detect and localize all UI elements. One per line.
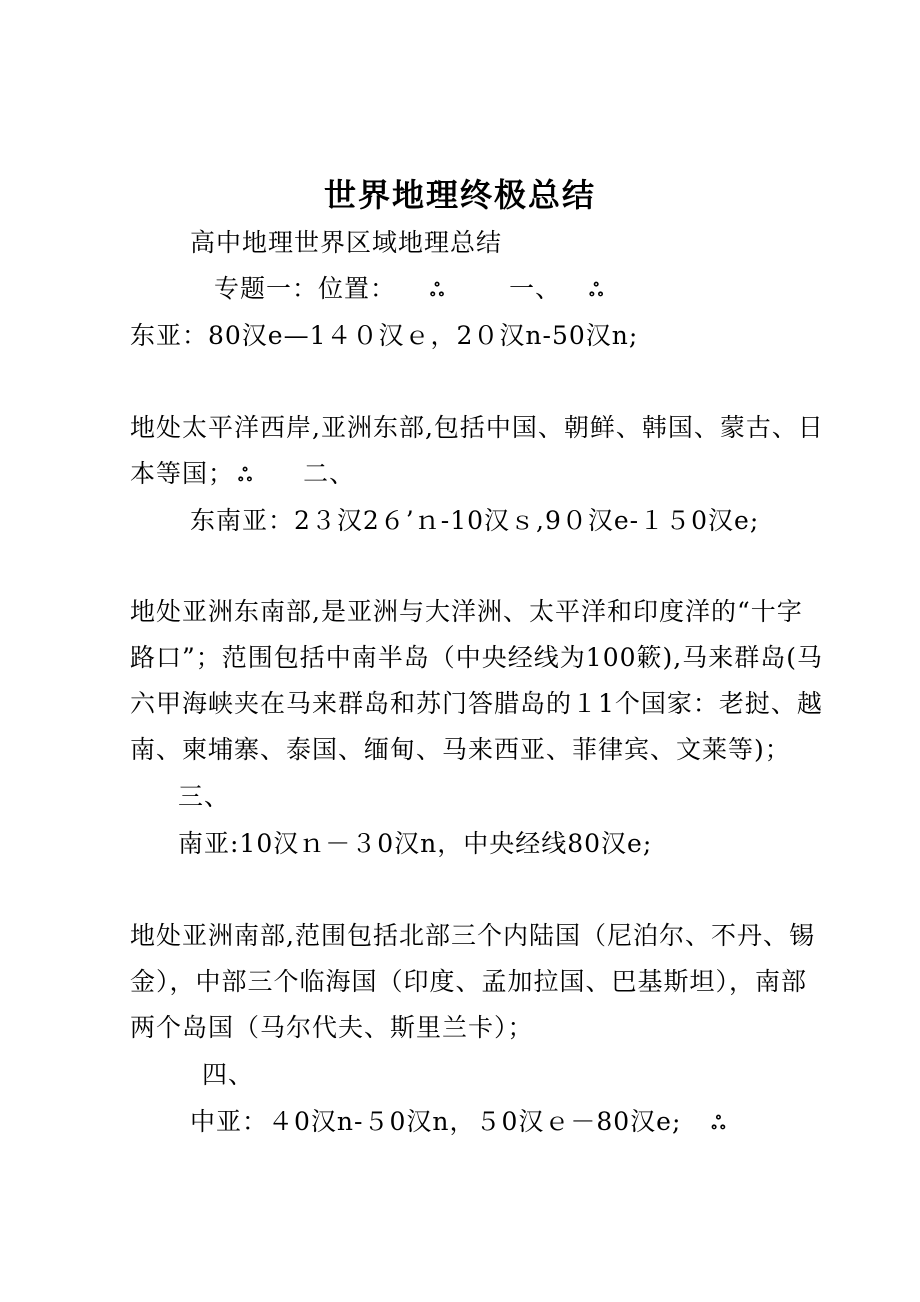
southeast-asia-desc-line: 地处亚洲东南部,是亚洲与大洋洲、太平洋和印度洋的“十字 — [130, 597, 803, 626]
south-asia-desc-line: 金），中部三个临海国（印度、孟加拉国、巴基斯坦），南部 — [130, 967, 808, 996]
east-asia-desc-line: 地处太平洋西岸,亚洲东部,包括中国、朝鲜、韩国、蒙古、日 — [130, 413, 824, 442]
bullet-mark-icon: ஃ — [711, 1112, 727, 1134]
central-asia-coords: 中亚：４0汉n-５0汉n，５0汉ｅ－80汉e; — [190, 1107, 682, 1136]
east-asia-desc-text: 本等国； — [130, 459, 235, 488]
central-asia-coords-line — [190, 1107, 727, 1139]
southeast-asia-desc-line: 路口”；范围包括中南半岛（中央经线为100簌),马来群岛(马 — [130, 643, 823, 672]
document-subtitle: 高中地理世界区域地理总结 — [190, 228, 503, 257]
section-label: 二、 — [303, 459, 356, 488]
section-label: 一、 — [509, 274, 562, 303]
bullet-mark-icon: ஃ — [430, 279, 446, 301]
southeast-asia-coords: 东南亚：2３汉2６’ｎ-10汉ｓ,9０汉e-１５0汉e; — [190, 506, 760, 535]
topic-line-text: 专题一：位置： — [214, 274, 397, 303]
south-asia-desc-line: 地处亚洲南部,范围包括北部三个内陆国（尼泊尔、不丹、锡 — [130, 921, 815, 950]
southeast-asia-desc-line: 南、柬埔寨、泰国、缅甸、马来西亚、菲律宾、文莱等)； — [130, 735, 791, 764]
section-label: 四、 — [202, 1060, 255, 1089]
bullet-mark-icon: ஃ — [589, 279, 605, 301]
east-asia-desc-line — [130, 459, 355, 491]
topic-line — [214, 274, 604, 306]
east-asia-coords: 东亚：80汉e—1４０汉ｅ，2０汉n-50汉n; — [130, 321, 639, 350]
bullet-mark-icon: ஃ — [238, 464, 254, 486]
section-label: 三、 — [178, 782, 231, 811]
southeast-asia-desc-line: 六甲海峡夹在马来群岛和苏门答腊岛的１1个国家：老挝、越 — [130, 689, 823, 718]
south-asia-desc-line: 两个岛国（马尔代夫、斯里兰卡）； — [130, 1013, 534, 1042]
south-asia-coords: 南亚:10汉ｎ－３0汉n，中央经线80汉e; — [178, 829, 653, 858]
document-title: 世界地理终极总结 — [323, 176, 596, 214]
